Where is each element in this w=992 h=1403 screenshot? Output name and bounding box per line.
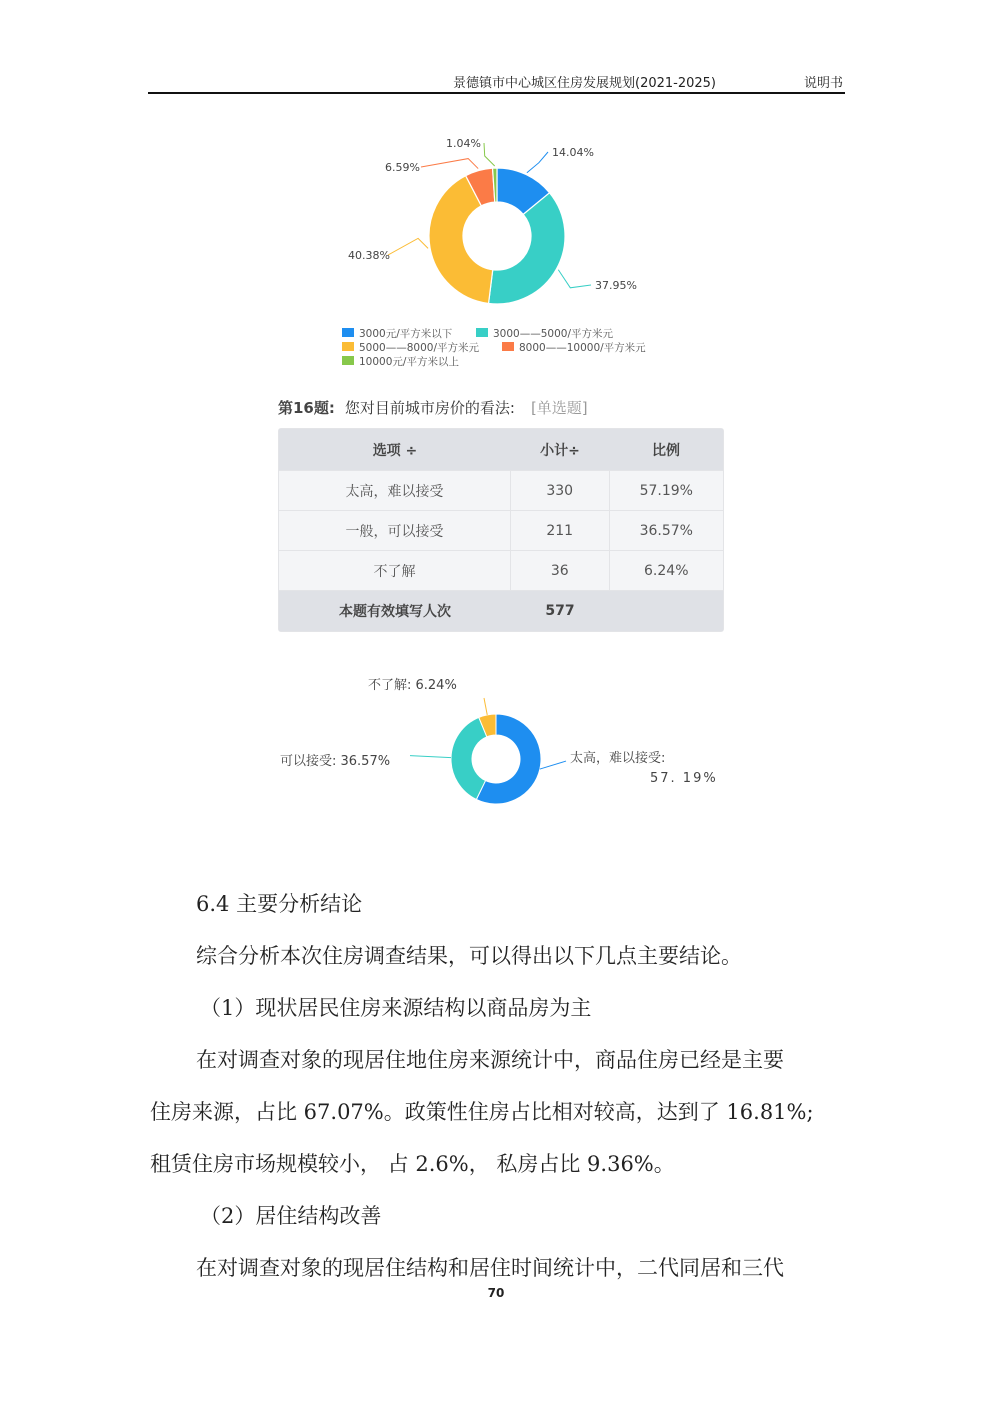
- value-label: 14.04%: [552, 146, 594, 159]
- legend-swatch: [342, 356, 354, 365]
- callout-line: [410, 756, 451, 758]
- page-header: [148, 70, 845, 94]
- chart1-labels: [348, 137, 637, 292]
- callout-line: [540, 761, 566, 769]
- subheading: （1）现状居民住房来源结构以商品房为主: [200, 996, 592, 1020]
- cell-option: 一般，可以接受: [345, 523, 444, 540]
- cell-ratio: 36.57%: [609, 511, 723, 550]
- paragraph: 综合分析本次住房调查结果，可以得出以下几点主要结论。: [196, 944, 742, 968]
- header-title: 景德镇市中心城区住房发展规划(2021-2025): [453, 76, 717, 91]
- legend-label: 10000元/平方米以上: [359, 356, 459, 368]
- paragraph: 在对调查对象的现居住地住房来源统计中，商品住房已经是主要: [196, 1048, 784, 1072]
- question-title: [278, 397, 588, 418]
- chart1-slices: [429, 168, 565, 304]
- question-number: 第16题:: [278, 399, 335, 417]
- callout-line: [421, 159, 478, 169]
- value-label: 40.38%: [348, 249, 390, 262]
- footer-label: 本题有效填写人次: [339, 604, 451, 620]
- price-range-donut-chart: [320, 128, 680, 378]
- callout-line: [484, 698, 487, 715]
- donut-slice: [451, 717, 487, 799]
- table-row: [279, 511, 723, 551]
- value-label: 6.59%: [385, 161, 420, 174]
- price-opinion-donut-chart: [270, 668, 740, 818]
- header-doc-type: 说明书: [803, 76, 843, 91]
- value-label: 37.95%: [595, 279, 637, 292]
- table-footer-row: [279, 591, 723, 631]
- paragraph-line: 租赁住房市场规模较小， 占 2.6%， 私房占比 9.36%。: [150, 1152, 675, 1176]
- table-row: [279, 551, 723, 591]
- footer-total: 577: [545, 603, 575, 619]
- cell-count: 330: [510, 471, 609, 510]
- subheading: （2）居住结构改善: [200, 1204, 382, 1228]
- legend-swatch: [342, 342, 354, 351]
- table-row: [279, 471, 723, 511]
- callout-label: 不了解: 6.24%: [368, 678, 457, 693]
- section-heading: 6.4 主要分析结论: [196, 892, 363, 916]
- cell-option: 不了解: [373, 563, 416, 580]
- col-header-option: 选项 ÷: [372, 442, 418, 459]
- table-header-row: [279, 429, 723, 471]
- page-number: 70: [487, 1286, 505, 1300]
- legend-swatch: [502, 342, 514, 351]
- legend-label: 3000——5000/平方米元: [493, 328, 613, 340]
- paragraph-line: 住房来源，占比 67.07%。政策性住房占比相对较高，达到了 16.81%;: [150, 1100, 814, 1124]
- cell-option: 太高，难以接受: [345, 483, 444, 500]
- cell-count: 36: [510, 551, 609, 590]
- cell-ratio: 57.19%: [609, 471, 723, 510]
- value-label: 1.04%: [446, 137, 481, 150]
- col-header-count: 小计÷: [540, 442, 580, 459]
- question-type: [单选题]: [530, 399, 588, 417]
- legend-swatch: [342, 328, 354, 337]
- legend-label: 8000——10000/平方米元: [519, 342, 646, 354]
- legend-swatch: [476, 328, 488, 337]
- paragraph: 在对调查对象的现居住结构和居住时间统计中，二代同居和三代: [196, 1256, 784, 1280]
- callout-line: [527, 152, 548, 173]
- header-rule: [148, 92, 845, 94]
- chart1-legend: [342, 327, 646, 368]
- callout-line: [484, 143, 495, 166]
- legend-label: 5000——8000/平方米元: [359, 342, 479, 354]
- footer-empty: [609, 591, 723, 631]
- callout-label: 可以接受: 36.57%: [280, 754, 391, 769]
- question-text: 您对目前城市房价的看法:: [344, 399, 515, 417]
- col-header-ratio: 比例: [652, 442, 680, 459]
- callout-line: [558, 270, 591, 288]
- legend-label: 3000元/平方米以下: [359, 328, 453, 340]
- cell-count: 211: [510, 511, 609, 550]
- survey-results-table: [278, 428, 724, 632]
- chart2-slices: [451, 714, 541, 804]
- callout-line: [388, 238, 428, 255]
- value-label: 57. 19%: [650, 771, 718, 786]
- cell-ratio: 6.24%: [609, 551, 723, 590]
- callout-label: 太高，难以接受:: [570, 751, 666, 766]
